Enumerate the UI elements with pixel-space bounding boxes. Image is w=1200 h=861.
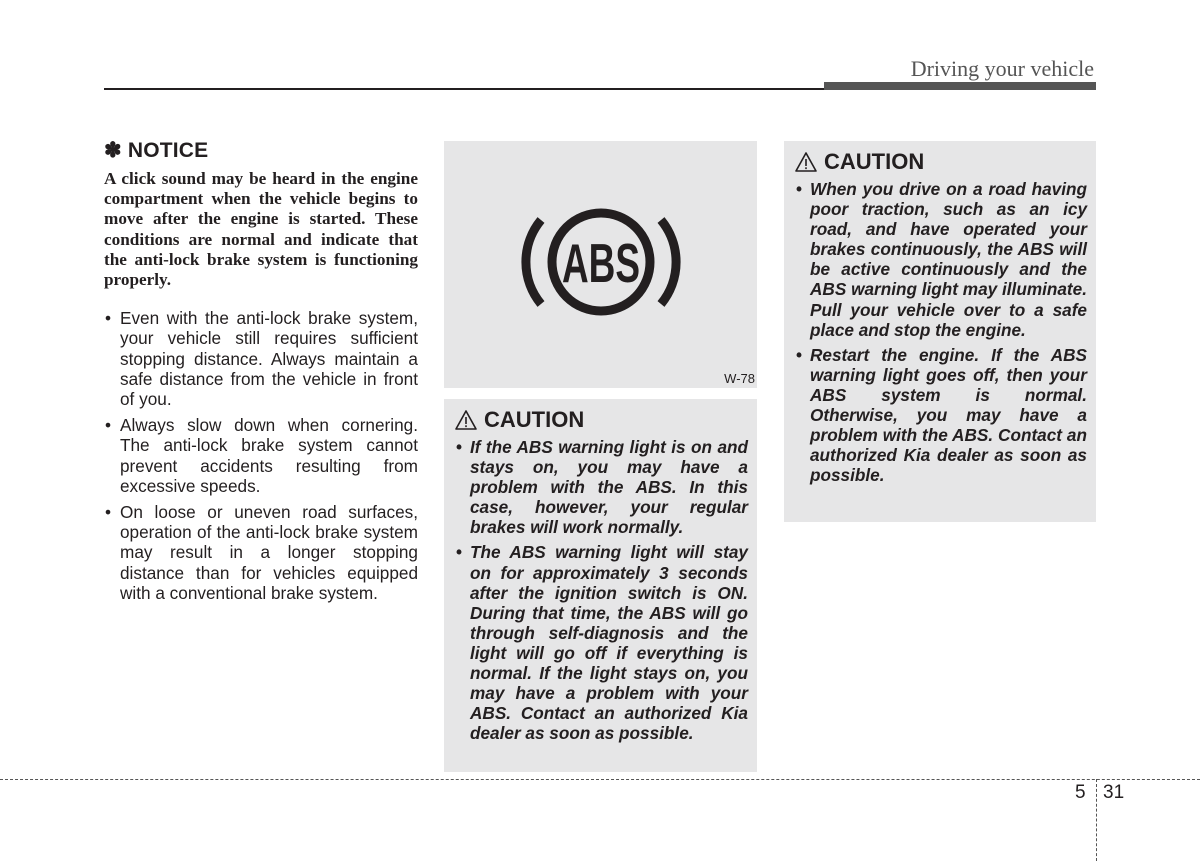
footer-divider bbox=[0, 779, 1200, 780]
caution-box-1 bbox=[444, 399, 757, 772]
footer-vertical-divider bbox=[1096, 779, 1097, 861]
caution-heading bbox=[454, 407, 748, 433]
header-rule-accent bbox=[824, 82, 1096, 90]
figure-label: W-78 bbox=[724, 371, 755, 386]
list-item-text: On loose or uneven road surfaces, operation of the anti-lock brake system may result in a longer stopping distance than for vehicles equipped with a conventional brake system. bbox=[120, 502, 418, 603]
caution-list bbox=[794, 179, 1087, 485]
bullet-icon: • bbox=[105, 308, 112, 329]
notice-symbol-icon: ✽ bbox=[104, 139, 122, 162]
bullet-icon: • bbox=[796, 179, 803, 199]
list-item bbox=[104, 502, 418, 603]
list-item-text: If the ABS warning light is on and stays on, you may have a problem with the ABS. In this case, however, your regular brakes will work normally. bbox=[470, 437, 748, 538]
section-number: 5 bbox=[1075, 782, 1086, 803]
abs-figure bbox=[444, 141, 757, 388]
list-item bbox=[794, 179, 1087, 340]
bullet-icon: • bbox=[105, 415, 112, 436]
bullet-icon: • bbox=[105, 502, 112, 523]
caution-heading-text: CAUTION bbox=[824, 149, 925, 174]
caution-heading-text: CAUTION bbox=[484, 407, 585, 432]
list-item-text: When you drive on a road having poor traction, such as an icy road, and have operated your brakes continuously, the ABS will be active continuously and the ABS warning light may illuminate. Pull your vehicle over to a safe place and stop the engine. bbox=[810, 179, 1087, 340]
header-title: Driving your vehicle bbox=[910, 56, 1094, 81]
abs-icon-text: ABS bbox=[562, 232, 640, 294]
notice-heading-text: NOTICE bbox=[127, 139, 209, 162]
warning-triangle-icon bbox=[794, 151, 818, 173]
warning-triangle-icon bbox=[454, 409, 478, 431]
caution-heading bbox=[794, 149, 1087, 175]
bullet-icon: • bbox=[456, 542, 463, 563]
notice-body: A click sound may be heard in the engine compartment when the vehicle begins to move after the engine is started. These conditions are normal and indicate that the anti-lock brake system is functioning properly. bbox=[104, 169, 418, 290]
notice-heading bbox=[104, 138, 418, 163]
bullet-icon: • bbox=[456, 437, 463, 457]
bullet-icon: • bbox=[796, 344, 803, 365]
caution-box-2 bbox=[784, 141, 1096, 522]
notice-section bbox=[104, 138, 418, 609]
list-item bbox=[104, 415, 418, 496]
list-item-text: Always slow down when cornering. The anti-lock brake system cannot prevent accidents resulting from excessive speeds. bbox=[120, 415, 418, 496]
list-item-text: The ABS warning light will stay on for approximately 3 seconds after the ignition switch is ON. During that time, the ABS will go through self-diagnosis and the light will go off if everything is normal. If the light stays on, you may have a problem with your ABS. Contact an authorized Kia dealer as soon as possible. bbox=[470, 542, 748, 744]
list-item-text: Even with the anti-lock brake system, your vehicle still requires sufficient stopping distance. Always maintain a safe distance from the vehicle in front of you. bbox=[120, 308, 418, 410]
page-number: 31 bbox=[1103, 782, 1125, 803]
list-item bbox=[454, 437, 748, 537]
bullet-list bbox=[104, 308, 418, 603]
list-item-text: Restart the engine. If the ABS warning light goes off, then your ABS system is normal. Otherwise, you may have a problem with the ABS. Contact an authorized Kia dealer as soon as possible. bbox=[810, 344, 1087, 486]
list-item bbox=[104, 308, 418, 409]
list-item bbox=[794, 345, 1087, 486]
abs-warning-icon bbox=[521, 204, 681, 320]
list-item bbox=[454, 542, 748, 743]
caution-list bbox=[454, 437, 748, 743]
